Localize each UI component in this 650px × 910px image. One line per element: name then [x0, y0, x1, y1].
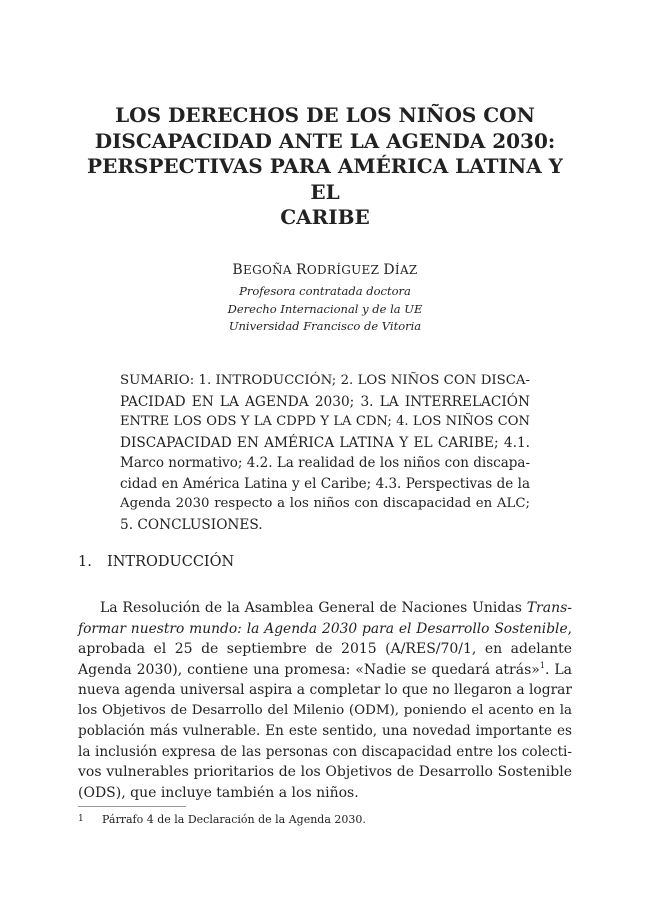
paragraph-line: nueva agenda universal aspira a completar lo que no llegaron a lograr — [78, 682, 572, 698]
summary-line: cidad en América Latina y el Caribe; 4.3. Perspectivas de la — [120, 475, 530, 492]
paragraph-line: vos vulnerables prioritarios de los Objetivos de Desarrollo Sostenible — [78, 764, 572, 780]
paragraph-line: formar nuestro mundo: la Agenda 2030 para el Desarrollo Sostenible, — [78, 620, 572, 637]
title-line: CARIBE — [280, 205, 370, 229]
summary-line: PACIDAD EN LA AGENDA 2030; 3. LA INTERRELACIÓN — [120, 393, 530, 410]
footnote-divider — [78, 806, 186, 807]
affiliation-line: Universidad Francisco de Vitoria — [228, 319, 422, 333]
author-affiliation — [0, 283, 650, 336]
paragraph-line: La Resolución de la Asamblea General de Naciones Unidas Trans- — [100, 600, 572, 616]
summary-line: Marco normativo; 4.2. La realidad de los niños con discapa- — [120, 455, 530, 471]
title-line: DISCAPACIDAD ANTE LA AGENDA 2030: — [94, 128, 556, 153]
summary-line: Agenda 2030 respecto a los niños con discapacidad en ALC; — [120, 496, 530, 511]
paragraph-line: aprobada el 25 de septiembre de 2015 (A/RES/70/1, en adelante — [78, 641, 572, 657]
footnote-number: 1 — [78, 814, 84, 824]
affiliation-line: Profesora contratada doctora — [239, 284, 411, 298]
paragraph-line: la inclusión expresa de las personas con discapacidad entre los colecti- — [78, 743, 572, 760]
section-number: 1. — [78, 554, 92, 570]
author-name: BEGOÑA RODRÍGUEZ DÍAZ — [232, 262, 418, 278]
footnote-text: Párrafo 4 de la Declaración de la Agenda 2030. — [102, 813, 366, 826]
title-line: PERSPECTIVAS PARA AMÉRICA LATINA Y EL — [87, 154, 563, 204]
paragraph-line: los Objetivos de Desarrollo del Milenio (ODM), poniendo el acento en la — [78, 702, 572, 718]
body-paragraph — [78, 598, 572, 803]
paragraph-line: Agenda 2030), contiene una promesa: «Nadie se quedará atrás»$^1$. La — [78, 660, 573, 678]
affiliation-line: Derecho Internacional y de la UE — [227, 301, 423, 316]
footnote — [78, 813, 366, 826]
footnote-ref: 1 — [539, 660, 545, 670]
section-title: INTRODUCCIÓN — [107, 554, 235, 570]
paragraph-line: población más vulnerable. En este sentido, una novedad importante es — [78, 723, 572, 739]
summary-block — [120, 371, 530, 535]
title-line: LOS DERECHOS DE LOS NIÑOS CON — [115, 103, 535, 127]
summary-line: SUMARIO: 1. INTRODUCCIÓN; 2. LOS NIÑOS CON DISCA- — [120, 373, 530, 388]
summary-line: ENTRE LOS ODS Y LA CDPD Y LA CDN; 4. LOS NIÑOS CON — [120, 414, 530, 429]
summary-line: DISCAPACIDAD EN AMÉRICA LATINA Y EL CARIBE; 4.1. — [120, 434, 530, 451]
paragraph-line: (ODS), que incluye también a los niños. — [78, 784, 359, 801]
summary-line: 5. CONCLUSIONES. — [120, 516, 263, 533]
section-heading — [78, 554, 234, 570]
paper-title — [80, 103, 570, 231]
